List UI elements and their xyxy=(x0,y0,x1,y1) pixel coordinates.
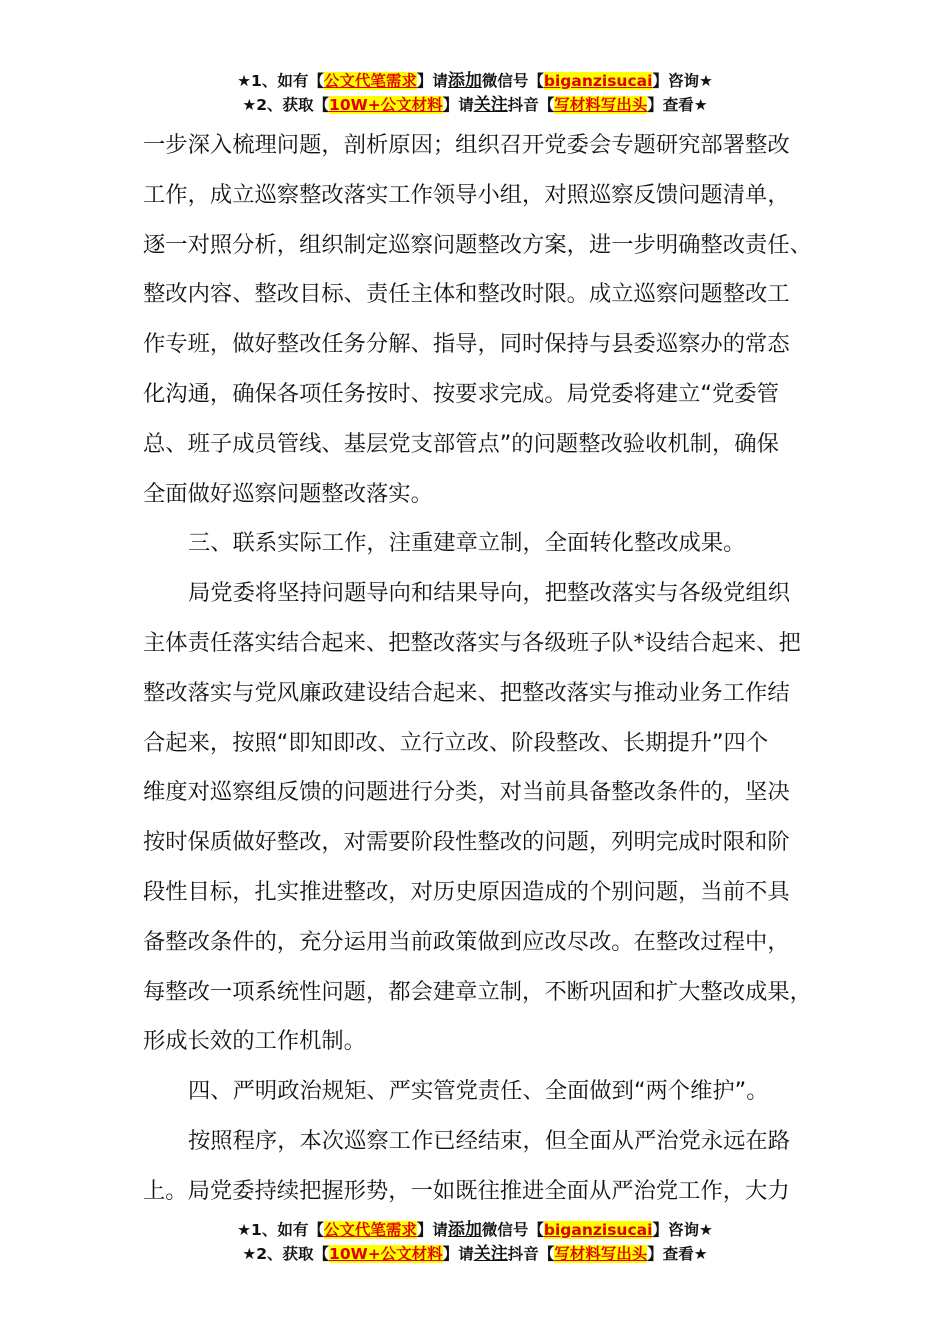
text-line: 三、联系实际工作，注重建章立制，全面转化整改成果。 xyxy=(188,530,746,557)
wechat-id: biganzisucai xyxy=(543,72,653,90)
text-line: 每整改一项系统性问题，都会建章立制，不断巩固和扩大整改成果， xyxy=(143,978,812,1005)
promo-banner-bottom xyxy=(0,1218,950,1266)
text-line: 总、班子成员管线、基层党支部管点”的问题整改验收机制，确保 xyxy=(143,430,779,457)
text-line: 合起来，按照“即知即改、立行立改、阶段整改、长期提升”四个 xyxy=(143,729,769,756)
highlight-text: 公文代笔需求 xyxy=(323,72,417,90)
wechat-id: biganzisucai xyxy=(543,1221,653,1239)
promo-line-2: ★2、获取【10W+公文材料】请关注抖音【写材料写出头】查看★ xyxy=(242,1244,708,1264)
promo-line-2: ★2、获取【10W+公文材料】请关注抖音【写材料写出头】查看★ xyxy=(242,95,708,115)
highlight-text: 10W+公文材料 xyxy=(329,1245,443,1263)
douyin-account: 写材料写出头 xyxy=(554,96,648,114)
text-line: 局党委将坚持问题导向和结果导向，把整改落实与各级党组织 xyxy=(188,580,791,607)
text-line: 全面做好巡察问题整改落实。 xyxy=(143,480,433,507)
text-line: 维度对巡察组反馈的问题进行分类，对当前具备整改条件的，坚决 xyxy=(143,779,790,806)
highlight-text: 公文代笔需求 xyxy=(323,1221,417,1239)
text-line: 作专班，做好整改任务分解、指导，同时保持与县委巡察办的常态 xyxy=(143,331,790,358)
text-line: 上。局党委持续把握形势，一如既往推进全面从严治党工作，大力 xyxy=(143,1177,790,1204)
highlight-text: 10W+公文材料 xyxy=(329,96,443,114)
text-line: 整改内容、整改目标、责任主体和整改时限。成立巡察问题整改工 xyxy=(143,281,790,308)
promo-line-1: ★1、如有【公文代笔需求】请添加微信号【biganzisucai】咨询★ xyxy=(237,1220,713,1240)
text-line: 主体责任落实结合起来、把整改落实与各级班子队*设结合起来、把 xyxy=(143,629,801,656)
text-line: 形成长效的工作机制。 xyxy=(143,1028,366,1055)
text-line: 逐一对照分析，组织制定巡察问题整改方案，进一步明确整改责任、 xyxy=(143,231,812,258)
text-line: 备整改条件的，充分运用当前政策做到应改尽改。在整改过程中， xyxy=(143,928,790,955)
douyin-account: 写材料写出头 xyxy=(554,1245,648,1263)
text-line: 按时保质做好整改，对需要阶段性整改的问题，列明完成时限和阶 xyxy=(143,829,790,856)
text-line: 段性目标，扎实推进整改，对历史原因造成的个别问题，当前不具 xyxy=(143,878,790,905)
document-body xyxy=(143,128,833,1224)
text-line: 按照程序，本次巡察工作已经结束，但全面从严治党永远在路 xyxy=(188,1127,791,1154)
text-line: 化沟通，确保各项任务按时、按要求完成。局党委将建立“党委管 xyxy=(143,380,779,407)
text-line: 整改落实与党风廉政建设结合起来、把整改落实与推动业务工作结 xyxy=(143,679,790,706)
text-line: 一步深入梳理问题，剖析原因；组织召开党委会专题研究部署整改 xyxy=(143,132,790,158)
promo-line-1: ★1、如有【公文代笔需求】请添加微信号【biganzisucai】咨询★ xyxy=(237,71,713,91)
text-line: 四、严明政治规矩、严实管党责任、全面做到“两个维护”。 xyxy=(188,1078,769,1105)
text-line: 工作，成立巡察整改落实工作领导小组，对照巡察反馈问题清单， xyxy=(143,181,790,208)
promo-banner-top xyxy=(0,69,950,117)
